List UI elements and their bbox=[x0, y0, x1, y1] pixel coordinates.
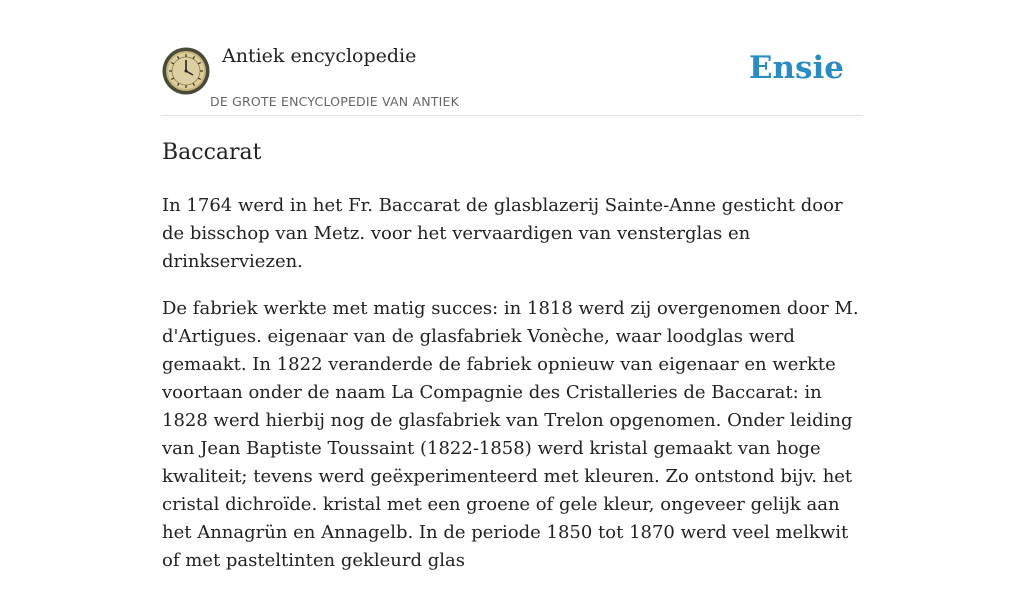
site-title[interactable]: Antiek encyclopedie bbox=[222, 45, 417, 67]
article-title: Baccarat bbox=[162, 140, 262, 165]
article-paragraph: In 1764 werd in het Fr. Baccarat de glasblazerij Sainte-Anne gesticht door de bisschop van Metz. voor het vervaardigen van vensterglas en drinkserviezen. bbox=[162, 195, 843, 272]
article-body bbox=[162, 192, 864, 594]
header-divider bbox=[162, 115, 862, 116]
clock-icon[interactable] bbox=[162, 47, 210, 95]
site-subtitle: DE GROTE ENCYCLOPEDIE VAN ANTIEK bbox=[210, 94, 459, 109]
brand-logo-link[interactable]: Ensie bbox=[748, 50, 844, 86]
article-paragraph: De fabriek werkte met matig succes: in 1818 werd zij overgenomen door M. d'Artigues. eigenaar van de glasfabriek Vonèche, waar loodglas werd gemaakt. In 1822 veranderde de fabriek opnieuw van eigenaar en werkte voortaan onder de naam La Compagnie des Cristalleries de Baccarat: in 1828 werd hierbij nog de glasfabriek van Trelon opgenomen. Onder leiding van Jean Baptiste Toussaint (1822-1858) werd kristal gemaakt van hoge kwaliteit; tevens werd geëxperimenteerd met kleuren. Zo ontstond bijv. het cristal dichroïde. kristal met een groene of gele kleur, ongeveer gelijk aan het Annagrün en Annagelb. In de periode 1850 tot 1870 werd veel melkwit of met pasteltinten gekleurd glas bbox=[162, 298, 859, 571]
